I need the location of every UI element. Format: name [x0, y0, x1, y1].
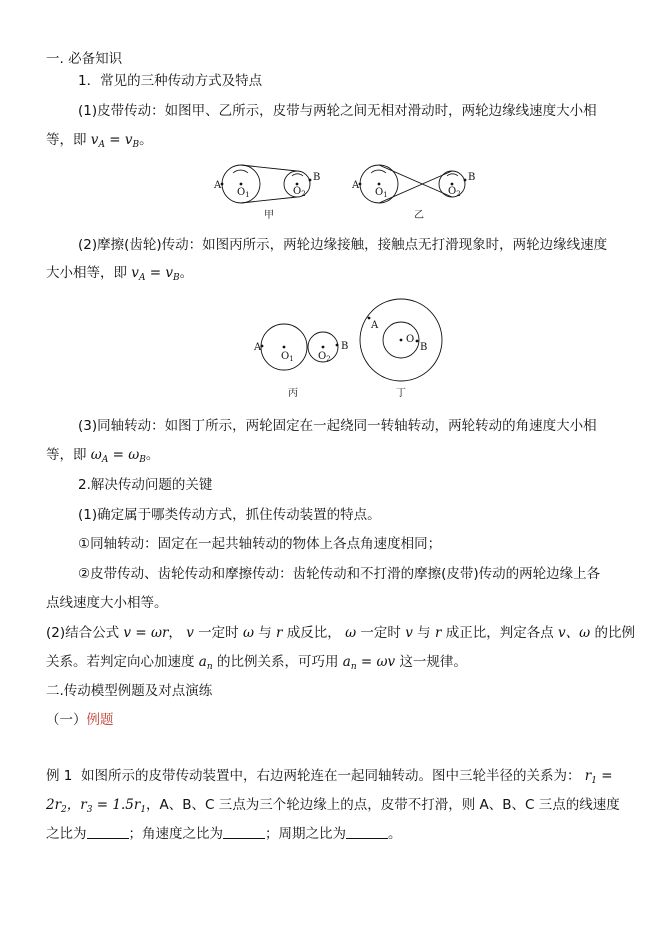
label-B: B: [313, 172, 321, 183]
text: 与: [417, 625, 431, 641]
text: 一定时: [360, 625, 401, 641]
label-B: B: [341, 341, 349, 352]
formula: $v_A = v_B$: [90, 132, 140, 150]
var-v: v: [186, 625, 194, 641]
var-v: v: [405, 625, 413, 641]
answer-blank-velocity[interactable]: [87, 826, 129, 839]
period: 。: [145, 447, 160, 463]
text: 之比为: [46, 826, 87, 842]
coaxial-cont: [46, 446, 159, 469]
text: 成反比，: [286, 625, 341, 641]
var-an: $a_n$: [198, 654, 213, 672]
label-A: A: [352, 180, 360, 191]
label-B: B: [468, 172, 476, 183]
caption-yi: 乙: [414, 210, 424, 221]
text: ，A、B、C 三点为三个轮边缘上的点，皮带不打滑，则 A、B、C 三点的线速度: [146, 797, 620, 813]
text: 的比例: [594, 625, 635, 641]
key-point-1a: ①同轴转动：固定在一起共轴转动的物体上各点角速度相同；: [78, 536, 442, 552]
key-point-1b: ②皮带传动、齿轮传动和摩擦传动：齿轮传动和不打滑的摩擦(皮带)传动的两轮边缘上各: [78, 566, 601, 582]
belt-transmission-cont: [46, 131, 153, 154]
text: 关系。若判定向心加速度: [46, 654, 195, 670]
label-O2: $O_2$: [293, 186, 306, 198]
period: 。: [179, 265, 194, 281]
var-omega: ω: [345, 625, 357, 641]
var-v-omega: v、ω: [558, 625, 591, 641]
coaxial-paragraph: (3)同轴转动：如图丁所示，两轮固定在一起绕同一转轴转动，两轮转动的角速度大小相: [78, 418, 597, 434]
formula-radii: $2r_2$，$r_3 = 1.5r_1$: [46, 797, 147, 815]
text: 例题: [86, 712, 114, 728]
text: 与: [258, 625, 272, 641]
label-A: A: [371, 320, 379, 331]
item2-title: 2.解决传动问题的关键: [78, 477, 213, 493]
text: 如图所示的皮带传动装置中，右边两轮连在一起同轴转动。图中三轮半径的关系为：: [80, 768, 581, 784]
caption-ding: 丁: [396, 388, 406, 399]
figure-coaxial-ding: [356, 298, 446, 402]
text: 。: [388, 826, 402, 842]
label-O1: $O_1$: [375, 187, 388, 199]
figure-belt-yi: [352, 160, 476, 221]
label-O1: $O_1$: [281, 351, 294, 363]
text: 一定时: [198, 625, 239, 641]
text: 成正比，判定各点: [445, 625, 554, 641]
item1-title: 1．常见的三种传动方式及特点: [78, 73, 263, 89]
text: ；周期之比为: [265, 826, 346, 842]
example-1-line2: [46, 796, 620, 819]
label-O1: $O_1$: [237, 187, 250, 199]
section2-heading: 二.传动模型例题及对点演练: [46, 683, 213, 699]
label-A: A: [214, 180, 222, 191]
text: 大小相等，即: [46, 265, 127, 281]
key-point-2: [46, 624, 635, 642]
key-point-1b-cont: 点线速度大小相等。: [46, 595, 168, 611]
example-1-line3: [46, 825, 402, 843]
friction-transmission-paragraph: (2)摩擦(齿轮)传动：如图丙所示，两轮边缘接触，接触点无打滑现象时，两轮边缘线速度: [78, 237, 608, 253]
example-1-line1: [46, 767, 613, 790]
var-omega: ω: [242, 625, 254, 641]
label-O: O: [406, 334, 415, 345]
key-point-2-cont: [46, 653, 467, 676]
formula-v-omega-r: v = ωr: [123, 625, 169, 641]
label-B: B: [420, 342, 428, 353]
formula: $v_A = v_B$: [131, 265, 180, 283]
text: （一）: [46, 712, 87, 728]
figure-friction-bing: [252, 322, 352, 400]
caption-bing: 丙: [288, 388, 298, 399]
text: 这一规律。: [399, 654, 467, 670]
label-O2: $O_2$: [318, 351, 331, 363]
text: (2)结合公式: [46, 625, 120, 641]
text: 的比例关系，可巧用: [216, 654, 339, 670]
answer-blank-angular[interactable]: [223, 826, 265, 839]
example-subheading: [46, 711, 114, 729]
text: ；角速度之比为: [128, 826, 223, 842]
formula-an: $a_n = \omega v$: [342, 654, 396, 672]
answer-blank-period[interactable]: [346, 826, 388, 839]
text: ，: [168, 625, 182, 641]
friction-transmission-cont: [46, 264, 193, 287]
formula-r1: $r_1$ =: [584, 768, 613, 786]
formula: $\omega_A = \omega_B$: [90, 447, 146, 465]
example-label: 例 1: [46, 768, 73, 784]
key-point-1: (1)确定属于哪类传动方式，抓住传动装置的特点。: [78, 507, 381, 523]
label-O2: $O_2$: [448, 186, 461, 198]
period: 。: [139, 132, 153, 148]
figure-belt-jia: [214, 160, 324, 220]
label-A: A: [254, 342, 262, 353]
text: 等，即: [46, 132, 87, 148]
var-r: r: [276, 625, 283, 641]
text: 等，即: [46, 447, 87, 463]
caption-jia: 甲: [264, 210, 274, 221]
section-heading: 一. 必备知识: [46, 51, 123, 67]
var-r: r: [434, 625, 442, 641]
belt-transmission-paragraph: (1)皮带传动：如图甲、乙所示，皮带与两轮之间无相对滑动时，两轮边缘线速度大小相: [78, 103, 597, 119]
